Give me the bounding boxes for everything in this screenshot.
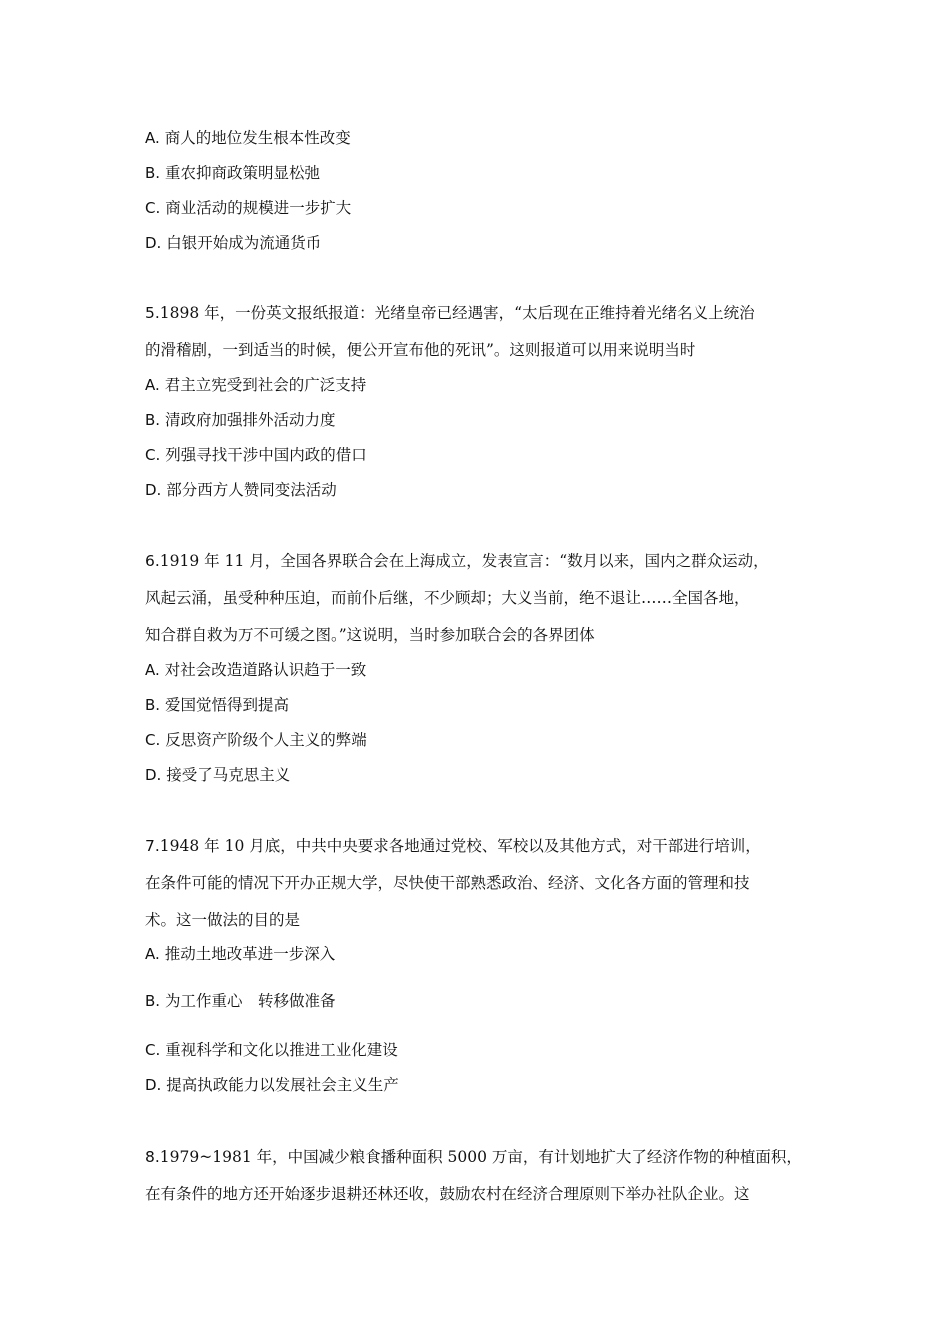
- option-a: A. 对社会改造道路认识趋于一致: [145, 661, 367, 679]
- option-a: A. 推动土地改革进一步深入: [145, 945, 336, 963]
- question-6-stem-line: 风起云涌，虽受种种压迫，而前仆后继，不少顾却；大义当前，绝不退让……全国各地，: [145, 589, 750, 607]
- question-7-stem-line: 7.1948 年 10 月底，中共中央要求各地通过党校、军校以及其他方式，对干部进行培训，: [145, 837, 761, 855]
- option-d: D. 提高执政能力以发展社会主义生产: [145, 1076, 399, 1094]
- option-a: A. 商人的地位发生根本性改变: [145, 129, 351, 147]
- option-d: D. 接受了马克思主义: [145, 766, 291, 784]
- option-d: D. 部分西方人赞同变法活动: [145, 481, 337, 499]
- option-d: D. 白银开始成为流通货币: [145, 234, 322, 252]
- question-8-stem-line: 在有条件的地方还开始逐步退耕还林还收，鼓励农村在经济合理原则下举办社队企业。这: [145, 1185, 750, 1203]
- question-8-stem-line: 8.1979~1981 年，中国减少粮食播种面积 5000 万亩，有计划地扩大了经济作物的种植面积，: [145, 1148, 802, 1166]
- option-c: C. 反思资产阶级个人主义的弊端: [145, 731, 367, 749]
- question-7-stem-line: 术。这一做法的目的是: [145, 911, 301, 929]
- option-a: A. 君主立宪受到社会的广泛支持: [145, 376, 367, 394]
- option-c: C. 重视科学和文化以推进工业化建设: [145, 1041, 398, 1059]
- option-b: B. 重农抑商政策明显松弛: [145, 164, 321, 182]
- option-c: C. 列强寻找干涉中国内政的借口: [145, 446, 367, 464]
- option-b: B. 爱国觉悟得到提高: [145, 696, 290, 714]
- question-7-stem-line: 在条件可能的情况下开办正规大学，尽快使干部熟悉政治、经济、文化各方面的管理和技: [145, 874, 750, 892]
- question-5-stem-line: 的滑稽剧，一到适当的时候，便公开宣布他的死讯”。这则报道可以用来说明当时: [145, 341, 696, 359]
- question-5-stem-line: 5.1898 年，一份英文报纸报道：光绪皇帝已经遇害，“太后现在正维持着光绪名义上统治: [145, 304, 755, 322]
- question-6-stem-line: 知合群自救为万不可缓之图。”这说明，当时参加联合会的各界团体: [145, 626, 595, 644]
- option-b: B. 为工作重心 转移做准备: [145, 992, 336, 1010]
- option-c: C. 商业活动的规模进一步扩大: [145, 199, 352, 217]
- option-b: B. 清政府加强排外活动力度: [145, 411, 336, 429]
- question-6-stem-line: 6.1919 年 11 月，全国各界联合会在上海成立，发表宣言：“数月以来，国内之群众运动，: [145, 552, 769, 570]
